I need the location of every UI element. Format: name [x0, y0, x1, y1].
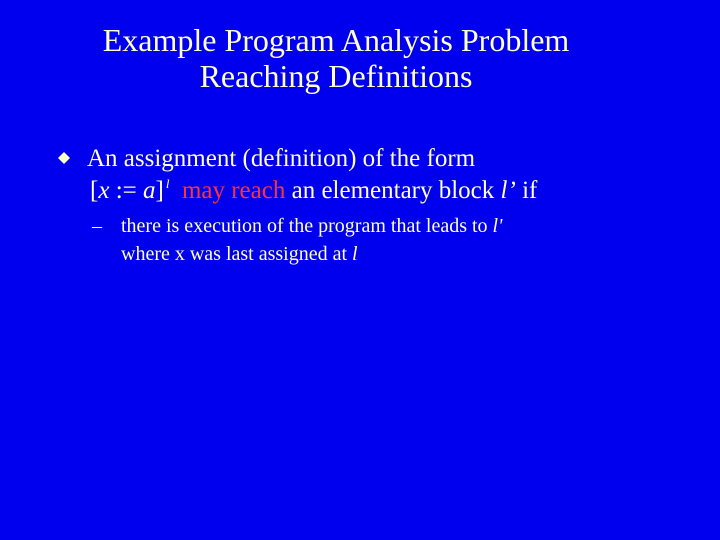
sub-line-1-text: there is execution of the program that leads to	[121, 215, 493, 237]
sub-bullet-line-2	[121, 240, 692, 268]
bracket-close: ]	[155, 177, 164, 204]
dash-marker: –	[92, 215, 102, 237]
sub-line-2-label: l	[352, 243, 358, 265]
bullet-line-1: An assignment (definition) of the form	[87, 145, 476, 172]
main-bullet	[58, 143, 678, 210]
title-line-2: Reaching Definitions	[199, 58, 473, 94]
assign-operator: :=	[109, 177, 143, 204]
bullet-line-2	[90, 175, 678, 210]
sub-line-1-label: l'	[492, 215, 503, 237]
slide-title	[0, 22, 672, 94]
label-l-prime: l’	[500, 177, 516, 204]
bullet-line-2-text: an elementary block	[285, 177, 501, 204]
sub-bullet	[92, 212, 692, 268]
diamond-bullet-icon	[58, 152, 70, 164]
title-line-1: Example Program Analysis Problem	[102, 22, 570, 58]
highlight-may-reach: may reach	[181, 177, 286, 204]
bullet-line-2-end: if	[515, 177, 538, 204]
label-l-superscript: l	[165, 176, 170, 191]
sub-bullet-line-1	[121, 212, 692, 240]
variable-x: x	[98, 177, 110, 204]
variable-a: a	[142, 177, 156, 204]
bullet-text	[87, 143, 678, 210]
bracket-open: [	[90, 177, 99, 204]
sub-line-2-text: where x was last assigned at	[121, 243, 353, 265]
